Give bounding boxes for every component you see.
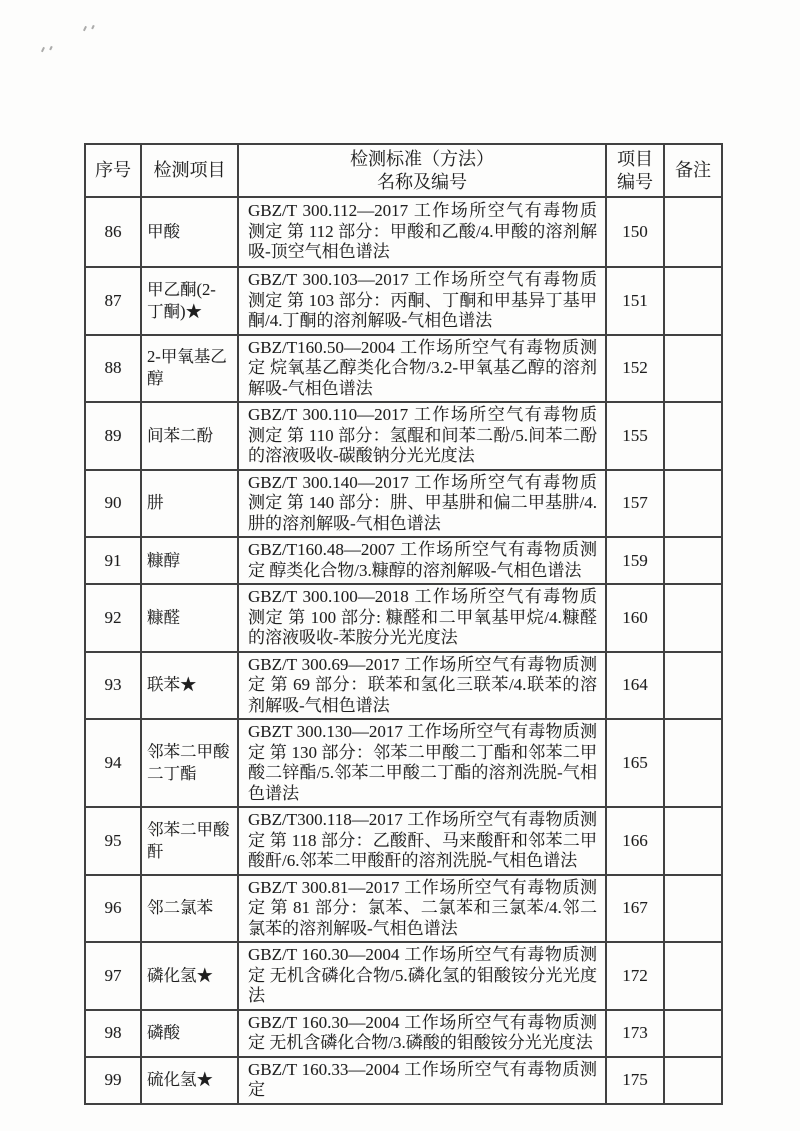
cell-standard: GBZ/T 300.103—2017 工作场所空气有毒物质测定 第 103 部分：丙酮、丁酮和甲基异丁基甲酮/4.丁酮的溶剂解吸-气相色谱法 <box>238 267 606 335</box>
cell-project-code: 165 <box>606 719 664 807</box>
cell-remark <box>664 402 722 470</box>
cell-test-item: 硫化氢★ <box>141 1057 238 1104</box>
cell-test-item: 邻苯二甲酸酐 <box>141 807 238 875</box>
header-standard-line1: 检测标准（方法） <box>350 148 494 169</box>
table-row <box>85 942 722 1010</box>
cell-remark <box>664 942 722 1010</box>
cell-test-item: 间苯二酚 <box>141 402 238 470</box>
table-row <box>85 719 722 807</box>
table-header-row <box>85 144 722 197</box>
cell-project-code: 155 <box>606 402 664 470</box>
cell-serial-number: 96 <box>85 875 141 943</box>
table-row <box>85 537 722 584</box>
cell-test-item: 磷酸 <box>141 1010 238 1057</box>
header-test-item: 检测项目 <box>141 144 238 197</box>
header-remark: 备注 <box>664 144 722 197</box>
cell-serial-number: 87 <box>85 267 141 335</box>
cell-project-code: 157 <box>606 470 664 538</box>
table-row <box>85 402 722 470</box>
cell-serial-number: 98 <box>85 1010 141 1057</box>
cell-standard: GBZT 300.130—2017 工作场所空气有毒物质测定 第 130 部分：邻苯二甲酸二丁酯和邻苯二甲酸二锌酯/5.邻苯二甲酸二丁酯的溶剂洗脱-气相色谱法 <box>238 719 606 807</box>
cell-remark <box>664 652 722 720</box>
scan-speck <box>42 46 56 55</box>
cell-project-code: 160 <box>606 584 664 652</box>
cell-serial-number: 93 <box>85 652 141 720</box>
table-row <box>85 470 722 538</box>
cell-project-code: 150 <box>606 197 664 267</box>
table-row <box>85 1057 722 1104</box>
cell-project-code: 151 <box>606 267 664 335</box>
cell-standard: GBZ/T 300.112—2017 工作场所空气有毒物质测定 第 112 部分：甲酸和乙酸/4.甲酸的溶剂解吸-顶空气相色谱法 <box>238 197 606 267</box>
cell-test-item: 甲乙酮(2-丁酮)★ <box>141 267 238 335</box>
cell-serial-number: 95 <box>85 807 141 875</box>
cell-serial-number: 92 <box>85 584 141 652</box>
cell-remark <box>664 584 722 652</box>
header-project-code <box>606 144 664 197</box>
cell-remark <box>664 875 722 943</box>
table-row <box>85 335 722 403</box>
cell-test-item: 邻二氯苯 <box>141 875 238 943</box>
cell-remark <box>664 807 722 875</box>
cell-remark <box>664 197 722 267</box>
table-row <box>85 584 722 652</box>
cell-test-item: 糠醇 <box>141 537 238 584</box>
cell-standard: GBZ/T 160.33—2004 工作场所空气有毒物质测定 <box>238 1057 606 1104</box>
cell-test-item: 2-甲氧基乙醇 <box>141 335 238 403</box>
cell-test-item: 糠醛 <box>141 584 238 652</box>
header-project-code-line1: 项目 <box>617 148 653 169</box>
cell-standard: GBZ/T 160.30—2004 工作场所空气有毒物质测定 无机含磷化合物/3.磷酸的钼酸铵分光光度法 <box>238 1010 606 1057</box>
header-project-code-line2: 编号 <box>617 171 653 192</box>
cell-remark <box>664 335 722 403</box>
cell-standard: GBZ/T 300.110—2017 工作场所空气有毒物质测定 第 110 部分：氢醌和间苯二酚/5.间苯二酚的溶液吸收-碳酸钠分光光度法 <box>238 402 606 470</box>
cell-remark <box>664 1057 722 1104</box>
scan-speck <box>84 25 98 34</box>
cell-test-item: 邻苯二甲酸二丁酯 <box>141 719 238 807</box>
cell-standard: GBZ/T 300.100—2018 工作场所空气有毒物质测定 第 100 部分: 糠醛和二甲氧基甲烷/4.糠醛的溶液吸收-苯胺分光光度法 <box>238 584 606 652</box>
cell-standard: GBZ/T300.118—2017 工作场所空气有毒物质测定 第 118 部分：乙酸酐、马来酸酐和邻苯二甲酸酐/6.邻苯二甲酸酐的溶剂洗脱-气相色谱法 <box>238 807 606 875</box>
cell-project-code: 166 <box>606 807 664 875</box>
cell-remark <box>664 470 722 538</box>
header-serial-number: 序号 <box>85 144 141 197</box>
cell-serial-number: 89 <box>85 402 141 470</box>
header-standard <box>238 144 606 197</box>
cell-serial-number: 88 <box>85 335 141 403</box>
cell-test-item: 联苯★ <box>141 652 238 720</box>
table-row <box>85 267 722 335</box>
cell-project-code: 167 <box>606 875 664 943</box>
cell-test-item: 甲酸 <box>141 197 238 267</box>
cell-project-code: 173 <box>606 1010 664 1057</box>
table-row <box>85 197 722 267</box>
cell-standard: GBZ/T 160.30—2004 工作场所空气有毒物质测定 无机含磷化合物/5.磷化氢的钼酸铵分光光度法 <box>238 942 606 1010</box>
cell-standard: GBZ/T 300.81—2017 工作场所空气有毒物质测定 第 81 部分：氯苯、二氯苯和三氯苯/4.邻二氯苯的溶剂解吸-气相色谱法 <box>238 875 606 943</box>
standards-table <box>84 143 723 1105</box>
table-row <box>85 652 722 720</box>
header-standard-line2: 名称及编号 <box>377 171 467 192</box>
cell-standard: GBZ/T 300.140—2017 工作场所空气有毒物质测定 第 140 部分：肼、甲基肼和偏二甲基肼/4.肼的溶剂解吸-气相色谱法 <box>238 470 606 538</box>
cell-serial-number: 91 <box>85 537 141 584</box>
cell-serial-number: 99 <box>85 1057 141 1104</box>
cell-project-code: 172 <box>606 942 664 1010</box>
cell-project-code: 152 <box>606 335 664 403</box>
cell-project-code: 159 <box>606 537 664 584</box>
cell-remark <box>664 1010 722 1057</box>
table-row <box>85 807 722 875</box>
cell-test-item: 磷化氢★ <box>141 942 238 1010</box>
cell-serial-number: 94 <box>85 719 141 807</box>
cell-standard: GBZ/T 300.69—2017 工作场所空气有毒物质测定 第 69 部分：联苯和氢化三联苯/4.联苯的溶剂解吸-气相色谱法 <box>238 652 606 720</box>
cell-serial-number: 90 <box>85 470 141 538</box>
cell-standard: GBZ/T160.48—2007 工作场所空气有毒物质测定 醇类化合物/3.糠醇的溶剂解吸-气相色谱法 <box>238 537 606 584</box>
cell-serial-number: 86 <box>85 197 141 267</box>
table-row <box>85 875 722 943</box>
cell-remark <box>664 537 722 584</box>
cell-remark <box>664 719 722 807</box>
cell-serial-number: 97 <box>85 942 141 1010</box>
cell-project-code: 164 <box>606 652 664 720</box>
cell-remark <box>664 267 722 335</box>
table-row <box>85 1010 722 1057</box>
cell-standard: GBZ/T160.50—2004 工作场所空气有毒物质测定 烷氧基乙醇类化合物/3.2-甲氧基乙醇的溶剂解吸-气相色谱法 <box>238 335 606 403</box>
cell-project-code: 175 <box>606 1057 664 1104</box>
cell-test-item: 肼 <box>141 470 238 538</box>
